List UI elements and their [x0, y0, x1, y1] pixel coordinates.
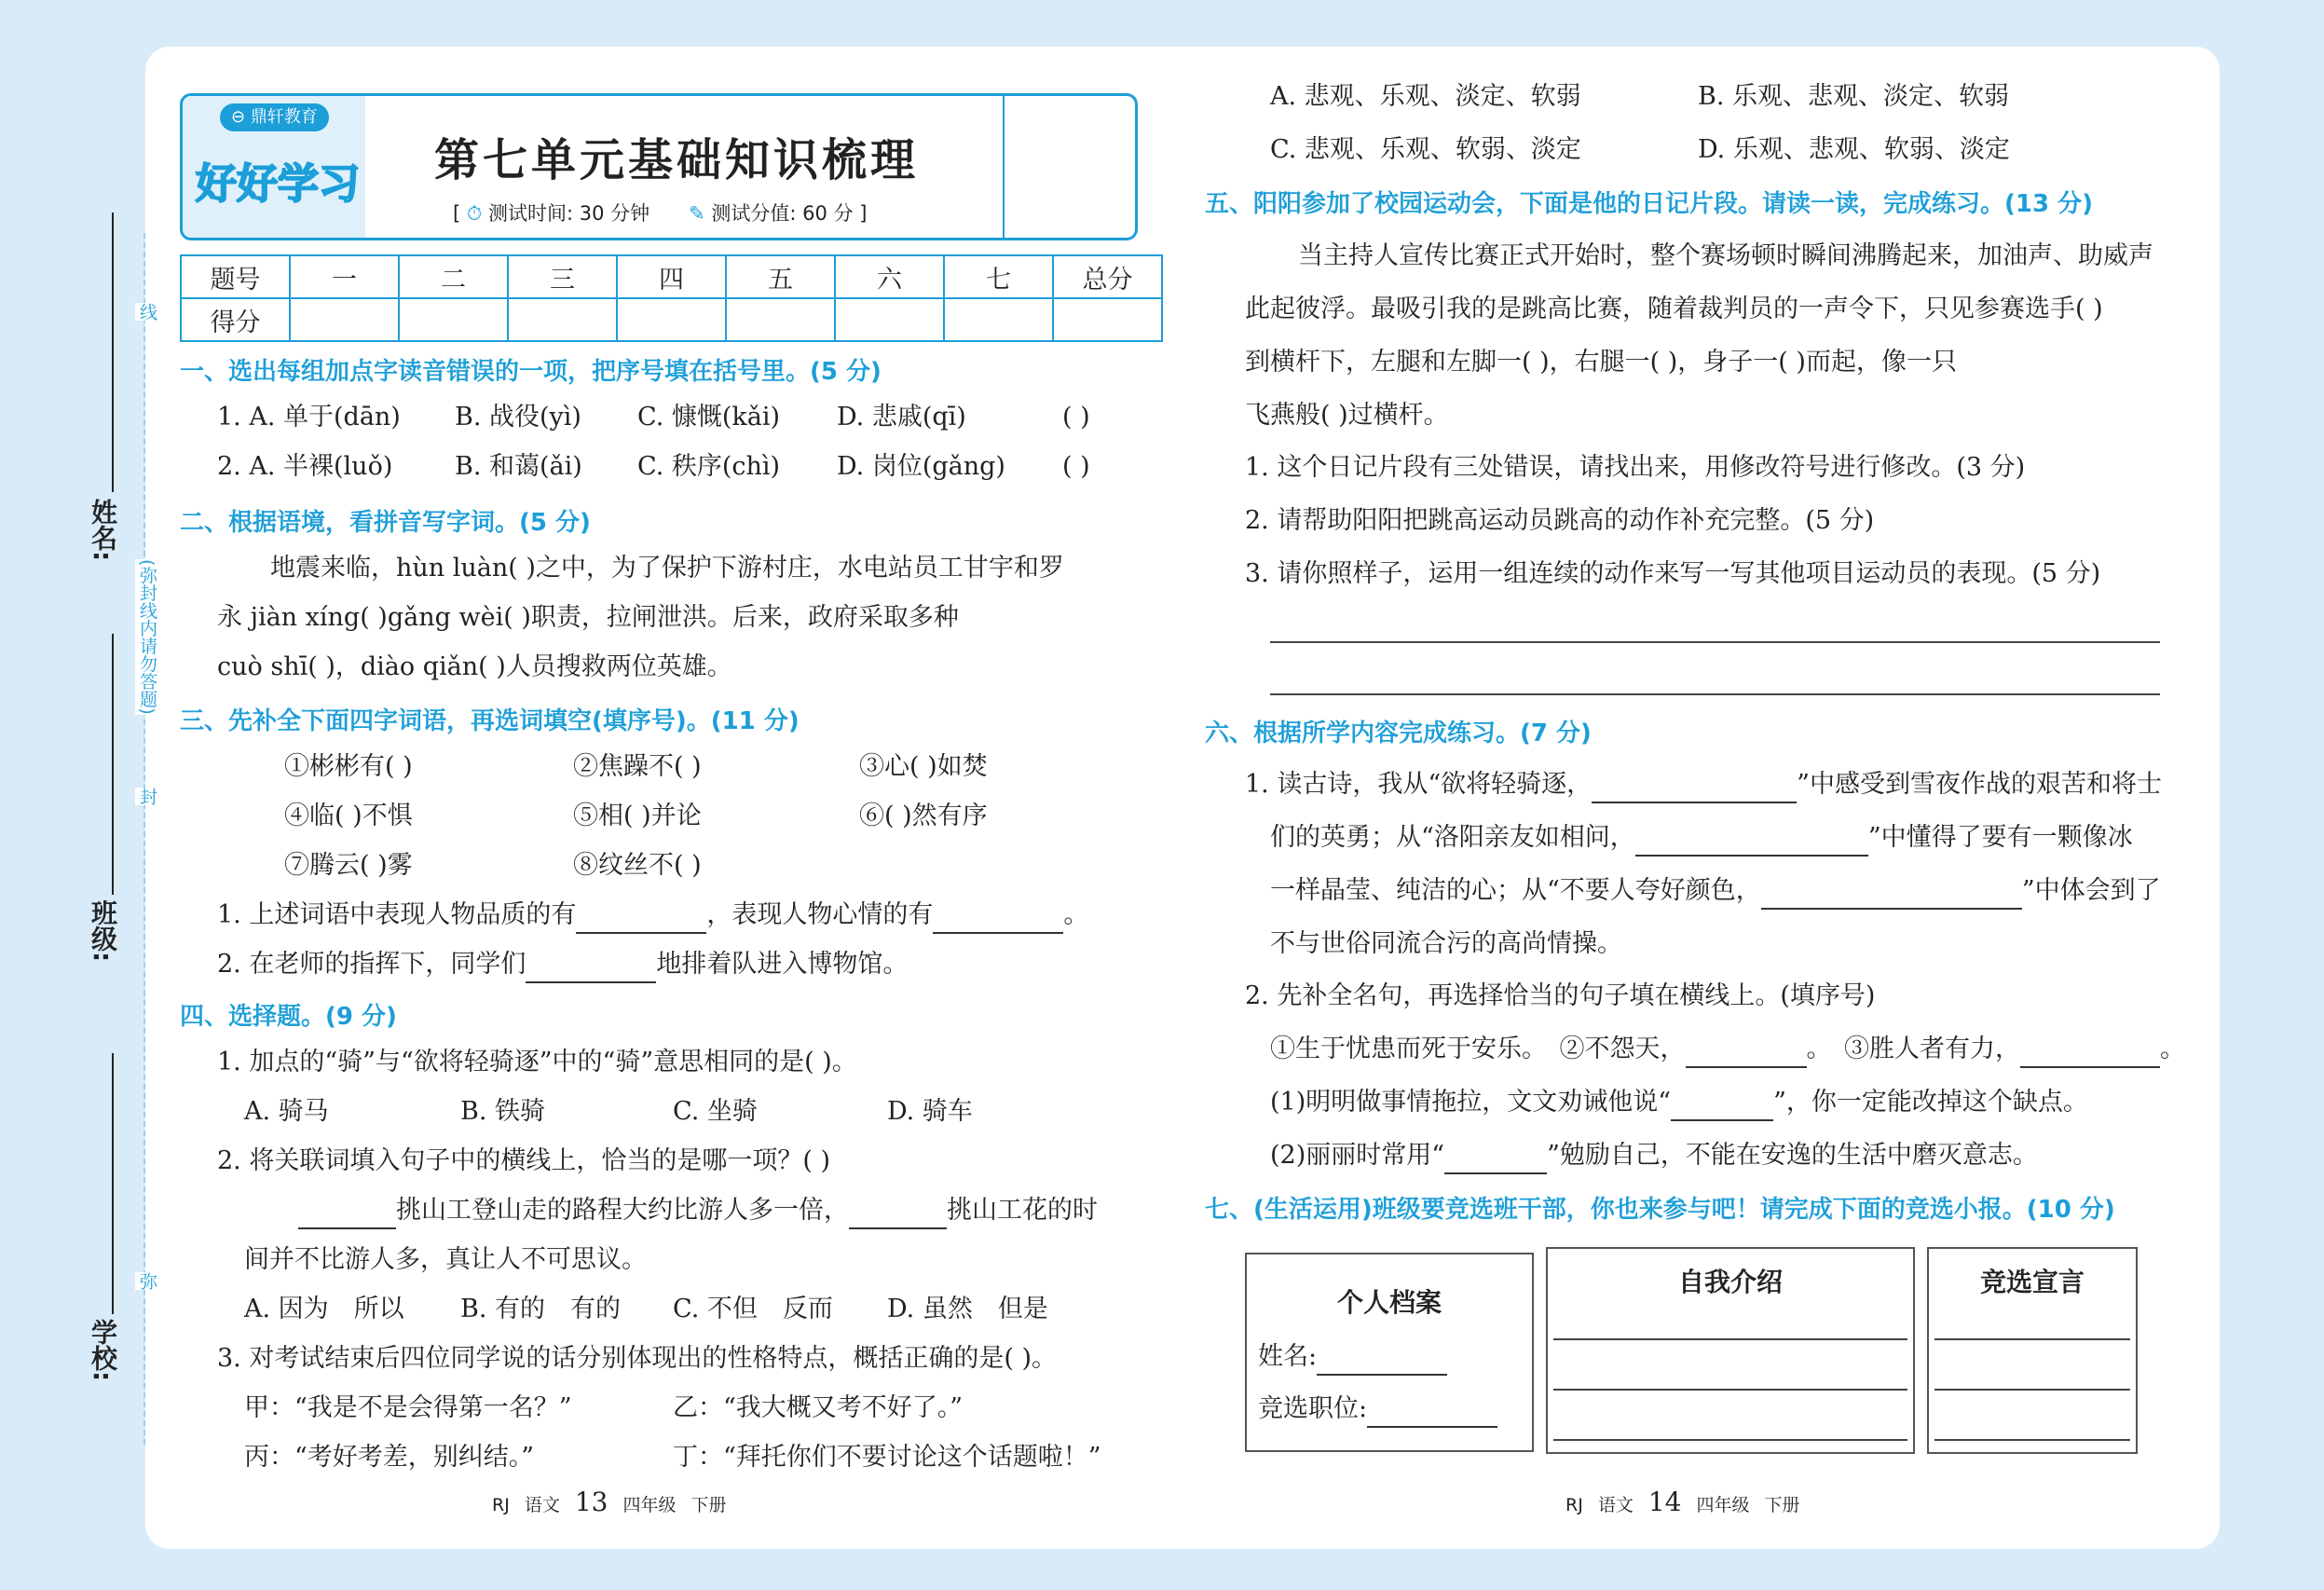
s5-para-1: 当主持人宣传比赛正式开始时，整个赛场顿时瞬间沸腾起来，加油声、助威声	[1298, 241, 2153, 270]
s4-q3-option-b[interactable]: B. 乐观、悲观、淡定、软弱	[1698, 82, 2010, 111]
answer-line[interactable]	[1934, 1389, 2130, 1391]
s4-q2-sentence: 挑山工登山走的路程大约比游人多一倍， 挑山工花的时	[298, 1192, 1098, 1229]
s1-q2-b: B. 和蔼(ǎi)	[455, 452, 582, 481]
s4-q3: 3. 对考试结束后四位同学说的话分别体现出的性格特点，概括正确的是( )。	[217, 1344, 1057, 1373]
s5-q1: 1. 这个日记片段有三处错误，请找出来，用修改符号进行修改。(3 分)	[1245, 453, 2026, 482]
section-7-heading: 七、(生活运用)班级要竞选班干部，你也来参与吧！请完成下面的竞选小报。(10 分)	[1205, 1196, 2115, 1224]
s6-q1-line-4: 不与世俗同流合污的高尚情操。	[1270, 929, 1622, 958]
s1-q2-d: D. 岗位(gǎng)	[837, 452, 1005, 481]
s4-q3-option-d[interactable]: D. 乐观、悲观、软弱、淡定	[1698, 135, 2010, 164]
title-divider	[1003, 96, 1005, 238]
score-input[interactable]	[290, 298, 399, 341]
score-cell: 二	[399, 255, 508, 298]
s3-q2: 2. 在老师的指挥下，同学们 地排着队进入博物馆。	[217, 946, 908, 983]
s1-q1-d: D. 悲戚(qī)	[837, 403, 966, 432]
s6-q1-line-2: 们的英勇；从“洛阳亲友如相问， ”中懂得了要有一颗像冰	[1270, 819, 2133, 857]
score-cell: 总分	[1053, 255, 1162, 298]
section-4-heading: 四、选择题。(9 分)	[180, 1003, 397, 1031]
s4-q3-bing: 丙：“考好考差，别纠结。”	[244, 1443, 535, 1472]
answer-line[interactable]	[1934, 1338, 2130, 1340]
class-line	[112, 634, 114, 895]
s6-q2: 2. 先补全名句，再选择恰当的句子填在横线上。(填序号)	[1245, 981, 1876, 1010]
score-input[interactable]	[508, 298, 617, 341]
seal-note: (弥封线内请勿答题)	[135, 559, 160, 715]
footer-left: RJ 语文 13 四年级 下册	[492, 1487, 727, 1517]
seal-mi-mark: 弥	[135, 1272, 160, 1290]
score-input[interactable]	[726, 298, 835, 341]
score-input[interactable]	[399, 298, 508, 341]
score-cell: 四	[617, 255, 726, 298]
score-header-row	[181, 255, 1162, 298]
s4-q3-jia: 甲：“我是不是会得第一名？”	[244, 1393, 572, 1422]
s3-word-6: ⑥( )然有序	[859, 802, 988, 830]
s1-q1-c: C. 慷慨(kǎi)	[637, 403, 781, 432]
score-input[interactable]	[617, 298, 726, 341]
school-label: 学校:	[88, 1319, 118, 1382]
score-input[interactable]	[835, 298, 944, 341]
answer-blank[interactable]	[1367, 1400, 1497, 1428]
answer-blank[interactable]	[849, 1201, 947, 1229]
score-table	[180, 254, 1163, 342]
s6-q2-item-2: (2)丽丽时常用“ ”勉励自己，不能在安逸的生活中磨灭意志。	[1270, 1137, 2038, 1174]
s4-q1-option-d[interactable]: D. 骑车	[887, 1097, 973, 1126]
s4-q1-option-c[interactable]: C. 坐骑	[673, 1097, 758, 1126]
test-time: 测试时间: 30 分钟	[487, 202, 650, 225]
s4-q3-yi: 乙：“我大概又考不好了。”	[673, 1393, 964, 1422]
self-intro-title: 自我介绍	[1677, 1267, 1783, 1297]
profile-position-field[interactable]: 竞选职位:	[1258, 1391, 1497, 1428]
answer-blank[interactable]	[1592, 775, 1797, 803]
s1-q2-answer[interactable]: ( )	[1062, 452, 1090, 481]
answer-line[interactable]	[1934, 1439, 2130, 1441]
s1-q2-a: 2. A. 半裸(luǒ)	[217, 452, 393, 481]
score-cell: 三	[508, 255, 617, 298]
s5-para-4: 飞燕般( )过横杆。	[1245, 401, 1449, 430]
answer-blank[interactable]	[2020, 1040, 2160, 1068]
s4-q2: 2. 将关联词填入句子中的横线上，恰当的是哪一项？( )	[217, 1146, 830, 1175]
section-3-heading: 三、先补全下面四字词语，再选词填空(填序号)。(11 分)	[180, 707, 800, 735]
profile-name-field[interactable]: 姓名:	[1258, 1338, 1447, 1376]
name-label: 姓名:	[88, 499, 118, 562]
s3-word-3: ③心( )如焚	[859, 752, 988, 781]
class-label: 班级:	[88, 899, 118, 963]
answer-blank[interactable]	[298, 1201, 396, 1229]
page-number: 14	[1647, 1487, 1682, 1517]
s4-q1-option-a[interactable]: A. 骑马	[244, 1097, 329, 1126]
section-6-heading: 六、根据所学内容完成练习。(7 分)	[1205, 720, 1592, 747]
logo: ⊖ 鼎轩教育	[220, 103, 329, 131]
s3-q1: 1. 上述词语中表现人物品质的有 ，表现人物心情的有 。	[217, 897, 1088, 934]
s6-q2-proverbs: ①生于忧患而死于安乐。 ②不怨天， 。 ③胜人者有力， 。	[1270, 1031, 2185, 1068]
score-input[interactable]	[944, 298, 1053, 341]
school-line	[112, 1053, 114, 1314]
answer-line[interactable]	[1553, 1338, 1907, 1340]
answer-blank[interactable]	[1686, 1040, 1807, 1068]
badge-text: 好好学习	[196, 160, 360, 208]
title-box	[180, 93, 1138, 240]
s4-q2-sentence-end: 间并不比游人多，真让人不可思议。	[244, 1245, 647, 1274]
score-cell: 七	[944, 255, 1053, 298]
s4-q3-option-a[interactable]: A. 悲观、乐观、淡定、软弱	[1270, 82, 1581, 111]
s3-word-4: ④临( )不惧	[284, 802, 413, 830]
page-number: 13	[574, 1487, 608, 1517]
s2-line-3: cuò shī( )，diào qiǎn( )人员搜救两位英雄。	[217, 652, 732, 681]
s3-word-8: ⑧纹丝不( )	[573, 851, 702, 880]
section-1-heading: 一、选出每组加点字读音错误的一项，把序号填在括号里。(5 分)	[180, 358, 882, 386]
answer-blank[interactable]	[1635, 829, 1868, 857]
s6-q1-line-3: 一样晶莹、纯洁的心；从“不要人夸好颜色， ”中体会到了	[1270, 872, 2161, 910]
score-cell: 题号	[181, 255, 290, 298]
s6-q2-item-1: (1)明明做事情拖拉，文文劝诫他说“ ”，你一定能改掉这个缺点。	[1270, 1084, 2088, 1121]
test-score: 测试分值: 60 分	[711, 202, 854, 225]
s2-line-2: 永 jiàn xíng( )gǎng wèi( )职责，拉闸泄洪。后来，政府采取多种	[217, 603, 959, 632]
s3-word-5: ⑤相( )并论	[573, 802, 702, 830]
score-input[interactable]	[1053, 298, 1162, 341]
test-meta: [ ⏱ 测试时间: 30 分钟 ✎ 测试分值: 60 分 ]	[453, 202, 868, 225]
s5-q3: 3. 请你照样子，运用一组连续的动作来写一写其他项目运动员的表现。(5 分)	[1245, 559, 2101, 588]
score-cell: 一	[290, 255, 399, 298]
answer-blank[interactable]	[1444, 1146, 1547, 1174]
s2-line-1: 地震来临，hùn luàn( )之中，为了保护下游村庄，水电站员工甘宇和罗	[270, 554, 1064, 583]
page-title: 第七单元基础知识梳理	[434, 134, 920, 186]
s6-q1-line-1: 1. 读古诗，我从“欲将轻骑逐， ”中感受到雪夜作战的艰苦和将士	[1245, 766, 2162, 803]
seal-dashed-line	[144, 233, 145, 1445]
seal-line-mark: 线	[135, 303, 160, 321]
answer-line[interactable]	[1553, 1439, 1907, 1441]
section-5-heading: 五、阳阳参加了校园运动会，下面是他的日记片段。请读一读，完成练习。(13 分)	[1205, 190, 2093, 218]
profile-card	[1245, 1253, 1534, 1452]
pencil-icon: ✎	[689, 202, 705, 225]
self-intro-card	[1546, 1247, 1915, 1454]
answer-line[interactable]	[1270, 641, 2160, 643]
logo-icon: ⊖	[231, 107, 251, 127]
answer-blank[interactable]	[1317, 1348, 1447, 1376]
score-cell: 五	[726, 255, 835, 298]
score-value-row[interactable]	[181, 298, 1162, 341]
s5-q2: 2. 请帮助阳阳把跳高运动员跳高的动作补充完整。(5 分)	[1245, 506, 1875, 535]
campaign-title: 竞选宣言	[1979, 1267, 2085, 1297]
answer-blank[interactable]	[576, 906, 706, 934]
profile-card-title: 个人档案	[1336, 1287, 1442, 1318]
s4-q2-option-b[interactable]: B. 有的 有的	[460, 1295, 622, 1323]
campaign-card	[1927, 1247, 2138, 1454]
s4-q1: 1. 加点的“骑”与“欲将轻骑逐”中的“骑”意思相同的是( )。	[217, 1048, 857, 1076]
s4-q3-ding: 丁：“拜托你们不要讨论这个话题啦！”	[673, 1443, 1101, 1472]
s1-q1-answer[interactable]: ( )	[1062, 403, 1090, 432]
answer-line[interactable]	[1270, 693, 2160, 695]
answer-line[interactable]	[1553, 1389, 1907, 1391]
name-line	[112, 212, 114, 492]
s3-word-7: ⑦腾云( )雾	[284, 851, 413, 880]
s1-q2-c: C. 秩序(chì)	[637, 452, 781, 481]
brand-badge	[183, 96, 365, 238]
s1-q1-a: 1. A. 单于(dān)	[217, 403, 401, 432]
score-cell: 得分	[181, 298, 290, 341]
s5-para-2: 此起彼浮。最吸引我的是跳高比赛，随着裁判员的一声令下，只见参赛选手( )	[1245, 295, 2103, 323]
s4-q2-option-d[interactable]: D. 虽然 但是	[887, 1295, 1048, 1323]
s5-para-3: 到横杆下，左腿和左脚一( )，右腿一( )，身子一( )而起，像一只	[1245, 348, 1957, 377]
answer-blank[interactable]	[1761, 882, 2022, 910]
answer-blank[interactable]	[1671, 1093, 1773, 1121]
answer-blank[interactable]	[526, 955, 656, 983]
seal-feng-mark: 封	[135, 788, 160, 805]
answer-blank[interactable]	[933, 906, 1063, 934]
score-cell: 六	[835, 255, 944, 298]
s4-q2-option-a[interactable]: A. 因为 所以	[244, 1295, 404, 1323]
s4-q2-option-c[interactable]: C. 不但 反而	[673, 1295, 833, 1323]
s3-word-2: ②焦躁不( )	[573, 752, 702, 781]
clock-icon: ⏱	[466, 202, 483, 225]
s4-q1-option-b[interactable]: B. 铁骑	[460, 1097, 546, 1126]
footer-right: RJ 语文 14 四年级 下册	[1565, 1487, 1800, 1517]
section-2-heading: 二、根据语境，看拼音写字词。(5 分)	[180, 509, 591, 537]
s1-q1-b: B. 战役(yì)	[455, 403, 581, 432]
s3-word-1: ①彬彬有( )	[284, 752, 413, 781]
s4-q3-option-c[interactable]: C. 悲观、乐观、软弱、淡定	[1270, 135, 1581, 164]
